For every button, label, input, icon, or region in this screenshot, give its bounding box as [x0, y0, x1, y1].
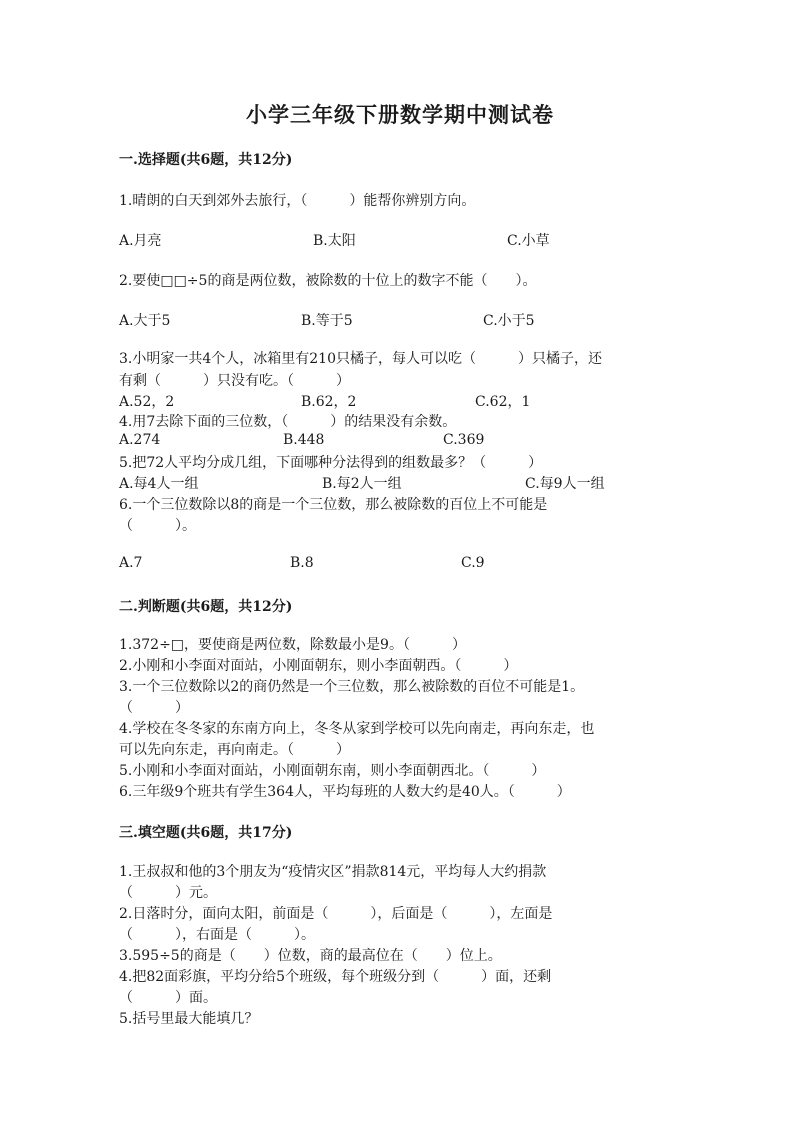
option-a: A.月亮: [119, 233, 162, 249]
question-line: 2.小刚和小李面对面站，小刚面朝东，则小李面朝西。（ ）: [119, 658, 518, 674]
option-a: A.274: [119, 432, 161, 448]
question-text: 1.晴朗的白天到郊外去旅行，（ ）能帮你辨别方向。: [119, 193, 476, 209]
question-line: 4.学校在冬冬家的东南方向上，冬冬从家到学校可以先向南走，再向东走，也: [119, 721, 595, 737]
question-line: （ ）元。: [119, 885, 217, 901]
question-text: 4.用7去除下面的三位数，（ ）的结果没有余数。: [119, 414, 457, 430]
section-heading-fill: 三.填空题(共6题，共17分): [119, 825, 293, 841]
option-b: B.448: [283, 432, 325, 448]
option-c: C.369: [443, 432, 485, 448]
question-line: 5.括号里最大能填几？: [119, 1011, 259, 1027]
question-text: 5.把72人平均分成几组，下面哪种分法得到的组数最多？（ ）: [119, 455, 543, 471]
option-c: C.小于5: [483, 313, 535, 329]
question-text: 有剩（ ）只没有吃。（ ）: [119, 373, 350, 389]
question-line: 4.把82面彩旗，平均分给5个班级，每个班级分到（ ）面，还剩: [119, 969, 552, 985]
option-c: C.9: [461, 555, 485, 571]
question-line: 6.三年级9个班共有学生364人，平均每班的人数大约是40人。（ ）: [119, 784, 571, 800]
section-heading-choice: 一.选择题(共6题，共12分): [119, 152, 293, 168]
question-line: 3.595÷5的商是（ ）位数，商的最高位在（ ）位上。: [119, 948, 502, 964]
question-text: （ ）。: [119, 518, 196, 534]
question-line: 1.王叔叔和他的3个朋友为“疫情灾区”捐款814元，平均每人大约捐款: [119, 864, 547, 880]
question-line: 1.372÷□，要使商是两位数，除数最小是9。（ ）: [119, 637, 466, 653]
question-text: 6.一个三位数除以8的商是一个三位数，那么被除数的百位上不可能是: [119, 497, 548, 513]
question-line: （ ），右面是（ ）。: [119, 927, 315, 943]
section-heading-judge: 二.判断题(共6题，共12分): [119, 599, 293, 615]
option-b: B.太阳: [313, 233, 356, 249]
option-b: B.每2人一组: [322, 476, 402, 492]
option-a: A.7: [119, 555, 143, 571]
question-line: 3.一个三位数除以2的商仍然是一个三位数，那么被除数的百位不可能是1。: [119, 679, 585, 695]
option-a: A.每4人一组: [119, 476, 199, 492]
question-line: （ ）面。: [119, 990, 217, 1006]
option-c: C.每9人一组: [525, 476, 605, 492]
page-title: 小学三年级下册数学期中测试卷: [246, 102, 554, 127]
question-line: 5.小刚和小李面对面站，小刚面朝东南，则小李面朝西北。（ ）: [119, 763, 546, 779]
option-b: B.62，2: [301, 394, 357, 410]
question-line: 可以先向东走，再向南走。（ ）: [119, 742, 350, 758]
question-line: （ ）: [119, 700, 189, 716]
question-text: 3.小明家一共4个人，冰箱里有210只橘子，每人可以吃（ ）只橘子，还: [119, 351, 602, 367]
option-b: B.等于5: [301, 313, 353, 329]
option-b: B.8: [290, 555, 314, 571]
question-line: 2.日落时分，面向太阳，前面是（ ），后面是（ ），左面是: [119, 906, 553, 922]
option-a: A.52，2: [119, 394, 175, 410]
question-text: 2.要使□□÷5的商是两位数，被除数的十位上的数字不能（ ）。: [119, 273, 537, 289]
option-c: C.62，1: [475, 394, 531, 410]
option-c: C.小草: [507, 233, 550, 249]
option-a: A.大于5: [119, 313, 171, 329]
